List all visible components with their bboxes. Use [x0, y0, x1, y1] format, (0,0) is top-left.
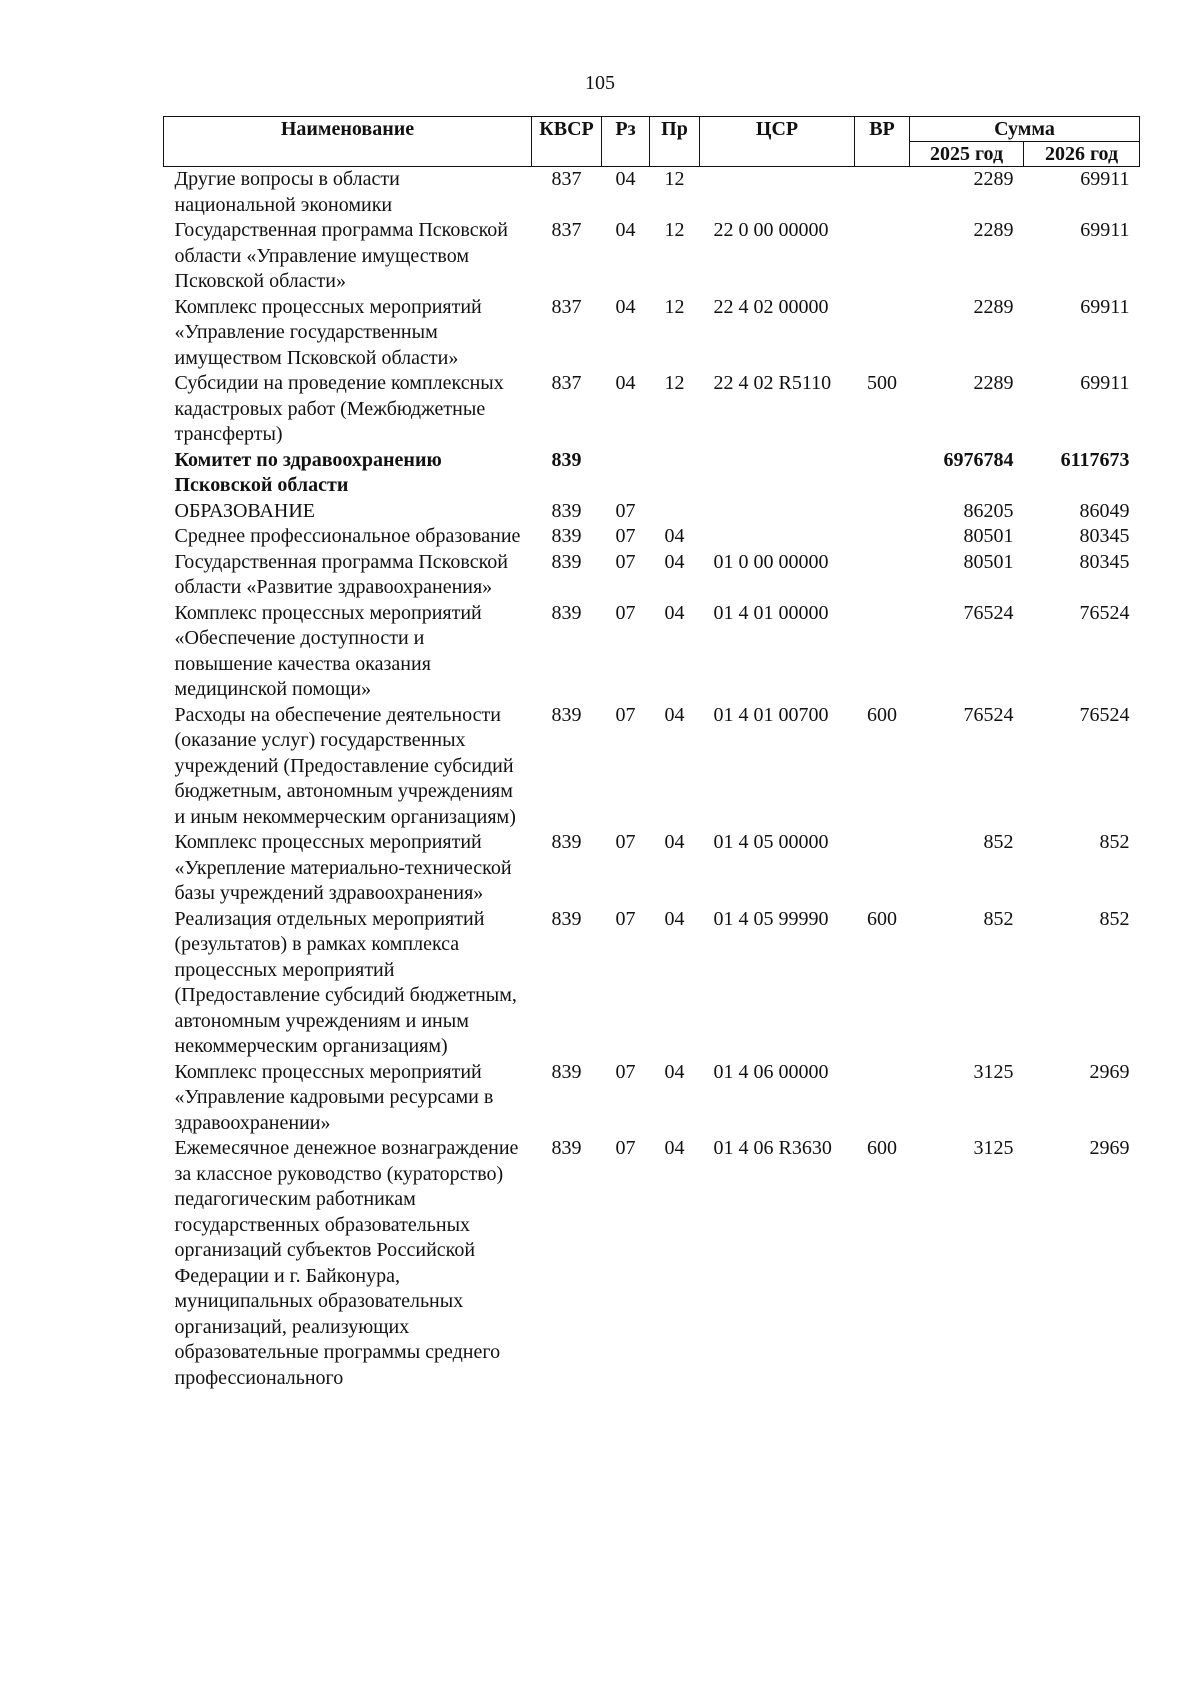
cell-csr: 01 4 06 00000	[713, 1060, 829, 1083]
cell-name: Комплекс процессных мероприятий «Управление государственным имуществом Псковской области»	[174, 295, 482, 369]
cell-csr: 01 4 05 99990	[713, 907, 829, 930]
cell-csr	[700, 167, 855, 219]
cell-pr: 04	[664, 831, 685, 853]
table-header	[164, 117, 1140, 167]
cell-sum-2025: 76524	[963, 601, 1014, 624]
cell-rz: 04	[615, 219, 636, 241]
cell-pr: 04	[664, 703, 685, 726]
cell-kvsr: 839	[551, 525, 582, 547]
table-row	[164, 601, 1140, 703]
cell-name: Комплекс процессных мероприятий «Управление кадровыми ресурсами в здравоохранении»	[174, 1060, 494, 1134]
cell-vr	[855, 218, 910, 295]
cell-sum-2025: 80501	[963, 550, 1014, 573]
cell-csr: 22 0 00 00000	[713, 219, 829, 241]
cell-kvsr: 839	[551, 550, 582, 573]
cell-vr: 600	[867, 703, 897, 726]
cell-sum-2025: 3125	[973, 1137, 1014, 1159]
table-row	[164, 295, 1140, 372]
table-row	[164, 499, 1140, 525]
cell-sum-2025: 80501	[963, 525, 1014, 547]
cell-rz: 04	[615, 295, 636, 318]
cell-rz: 07	[615, 907, 636, 930]
cell-sum-2026: 69911	[1080, 168, 1130, 190]
cell-sum-2025: 3125	[973, 1060, 1014, 1083]
cell-rz: 04	[615, 372, 636, 394]
cell-rz: 04	[615, 168, 636, 190]
header-pr: Пр	[650, 117, 700, 167]
table-row	[164, 1060, 1140, 1137]
cell-sum-2025: 2289	[973, 219, 1014, 241]
page-number: 105	[585, 72, 615, 94]
cell-pr: 12	[664, 219, 685, 241]
cell-rz: 07	[615, 703, 636, 726]
header-rz: Рз	[602, 117, 650, 167]
cell-sum-2026: 2969	[1089, 1137, 1130, 1159]
cell-kvsr: 839	[551, 448, 582, 471]
cell-pr: 12	[664, 372, 685, 394]
table-row	[164, 218, 1140, 295]
budget-table-container	[163, 116, 1139, 1391]
cell-sum-2026: 69911	[1080, 219, 1130, 241]
table-row	[164, 830, 1140, 907]
cell-vr	[855, 524, 910, 550]
cell-csr: 01 4 06 R3630	[713, 1137, 832, 1159]
cell-name: Расходы на обеспечение деятельности (оказание услуг) государственных учреждений (Предоставление субсидий бюджетным, автономным учреждениям и иным некоммерческим организациям)	[174, 703, 516, 828]
cell-vr	[855, 448, 910, 499]
cell-rz: 07	[615, 499, 636, 522]
cell-vr	[855, 830, 910, 907]
header-csr: ЦСР	[700, 117, 855, 167]
cell-rz: 07	[615, 525, 636, 547]
cell-csr: 01 0 00 00000	[713, 550, 829, 573]
cell-kvsr: 839	[551, 1137, 582, 1159]
cell-kvsr: 837	[551, 168, 582, 190]
cell-sum-2026: 86049	[1079, 499, 1130, 522]
budget-table	[163, 116, 1140, 1391]
cell-rz: 07	[615, 550, 636, 573]
cell-sum-2026: 2969	[1089, 1060, 1130, 1083]
cell-kvsr: 839	[551, 601, 582, 624]
cell-sum-2025: 2289	[973, 372, 1014, 394]
cell-sum-2025: 852	[983, 907, 1014, 930]
header-kvsr: КВСР	[532, 117, 602, 167]
table-row	[164, 550, 1140, 601]
cell-sum-2026: 852	[1099, 831, 1130, 853]
table-row	[164, 524, 1140, 550]
cell-sum-2026: 76524	[1079, 703, 1130, 726]
cell-vr	[855, 550, 910, 601]
cell-kvsr: 839	[551, 499, 582, 522]
cell-rz	[602, 448, 650, 499]
table-row	[164, 371, 1140, 448]
cell-kvsr: 837	[551, 372, 582, 394]
table-row	[164, 1136, 1140, 1391]
cell-csr: 01 4 01 00000	[713, 601, 829, 624]
cell-rz: 07	[615, 601, 636, 624]
cell-kvsr: 839	[551, 1060, 582, 1083]
cell-name: Государственная программа Псковской области «Управление имуществом Псковской области»	[174, 219, 508, 292]
cell-name: Субсидии на проведение комплексных кадастровых работ (Межбюджетные трансферты)	[174, 372, 504, 445]
cell-sum-2025: 86205	[963, 499, 1014, 522]
cell-sum-2026: 76524	[1079, 601, 1130, 624]
header-sum: Сумма	[910, 117, 1140, 142]
table-row	[164, 703, 1140, 831]
cell-sum-2025: 2289	[973, 168, 1014, 190]
cell-vr: 500	[867, 372, 897, 394]
cell-name: Реализация отдельных мероприятий (результатов) в рамках комплекса процессных мероприятий (Предоставление субсидий бюджетным, автономным учреждениям и иным некоммерческим организациям)	[174, 907, 517, 1057]
cell-rz: 07	[615, 831, 636, 853]
cell-name: Государственная программа Псковской области «Развитие здравоохранения»	[174, 550, 508, 598]
cell-kvsr: 839	[551, 907, 582, 930]
cell-vr	[855, 601, 910, 703]
cell-name: Среднее профессиональное образование	[174, 525, 521, 547]
cell-pr: 04	[664, 907, 685, 930]
cell-pr: 04	[664, 601, 685, 624]
cell-name: Комитет по здравоохранению Псковской области	[174, 448, 442, 496]
cell-vr	[855, 295, 910, 372]
cell-vr	[855, 167, 910, 219]
cell-csr	[700, 499, 855, 525]
table-body	[164, 167, 1140, 1392]
cell-csr: 01 4 01 00700	[713, 703, 829, 726]
cell-sum-2026: 69911	[1080, 295, 1130, 318]
cell-name: ОБРАЗОВАНИЕ	[174, 499, 316, 522]
cell-sum-2025: 2289	[973, 295, 1014, 318]
cell-pr: 12	[664, 168, 685, 190]
cell-sum-2025: 76524	[963, 703, 1014, 726]
cell-kvsr: 839	[551, 831, 582, 853]
cell-pr	[650, 499, 700, 525]
cell-vr	[855, 1060, 910, 1137]
cell-name: Ежемесячное денежное вознаграждение за классное руководство (кураторство) педагогическим работникам государственных образовательных организаций субъектов Российской Федерации и г. Байконура, муниципальных образовательных организаций, реализующих образовательные программы среднего профессионального	[174, 1137, 519, 1389]
cell-csr: 01 4 05 00000	[713, 831, 829, 853]
cell-vr: 600	[867, 907, 897, 930]
header-year-2025: 2025 год	[910, 142, 1024, 167]
cell-pr	[650, 448, 700, 499]
cell-sum-2025: 6976784	[943, 448, 1014, 471]
table-row	[164, 167, 1140, 219]
header-vr: ВР	[855, 117, 910, 167]
cell-sum-2025: 852	[983, 831, 1014, 853]
cell-sum-2026: 80345	[1079, 550, 1130, 573]
cell-name: Комплекс процессных мероприятий «Укрепление материально-технической базы учреждений здравоохранения»	[174, 831, 512, 904]
table-row	[164, 448, 1140, 499]
cell-sum-2026: 69911	[1080, 372, 1130, 394]
cell-sum-2026: 80345	[1079, 525, 1130, 547]
cell-pr: 04	[664, 525, 685, 547]
cell-name: Комплекс процессных мероприятий «Обеспечение доступности и повышение качества оказания медицинской помощи»	[174, 601, 482, 700]
cell-pr: 04	[664, 1137, 685, 1159]
cell-name: Другие вопросы в области национальной экономики	[174, 168, 400, 216]
cell-pr: 04	[664, 550, 685, 573]
cell-kvsr: 839	[551, 703, 582, 726]
cell-csr: 22 4 02 00000	[713, 295, 829, 318]
cell-kvsr: 837	[551, 295, 582, 318]
cell-csr	[700, 448, 855, 499]
cell-kvsr: 837	[551, 219, 582, 241]
cell-sum-2026: 6117673	[1060, 448, 1130, 471]
cell-pr: 12	[664, 295, 685, 318]
cell-vr: 600	[867, 1137, 897, 1159]
cell-csr: 22 4 02 R5110	[713, 372, 832, 394]
header-year-2026: 2026 год	[1024, 142, 1140, 167]
cell-rz: 07	[615, 1137, 636, 1159]
table-row	[164, 907, 1140, 1060]
cell-pr: 04	[664, 1060, 685, 1083]
cell-vr	[855, 499, 910, 525]
header-name: Наименование	[164, 117, 532, 167]
cell-csr	[700, 524, 855, 550]
cell-sum-2026: 852	[1099, 907, 1130, 930]
cell-rz: 07	[615, 1060, 636, 1083]
